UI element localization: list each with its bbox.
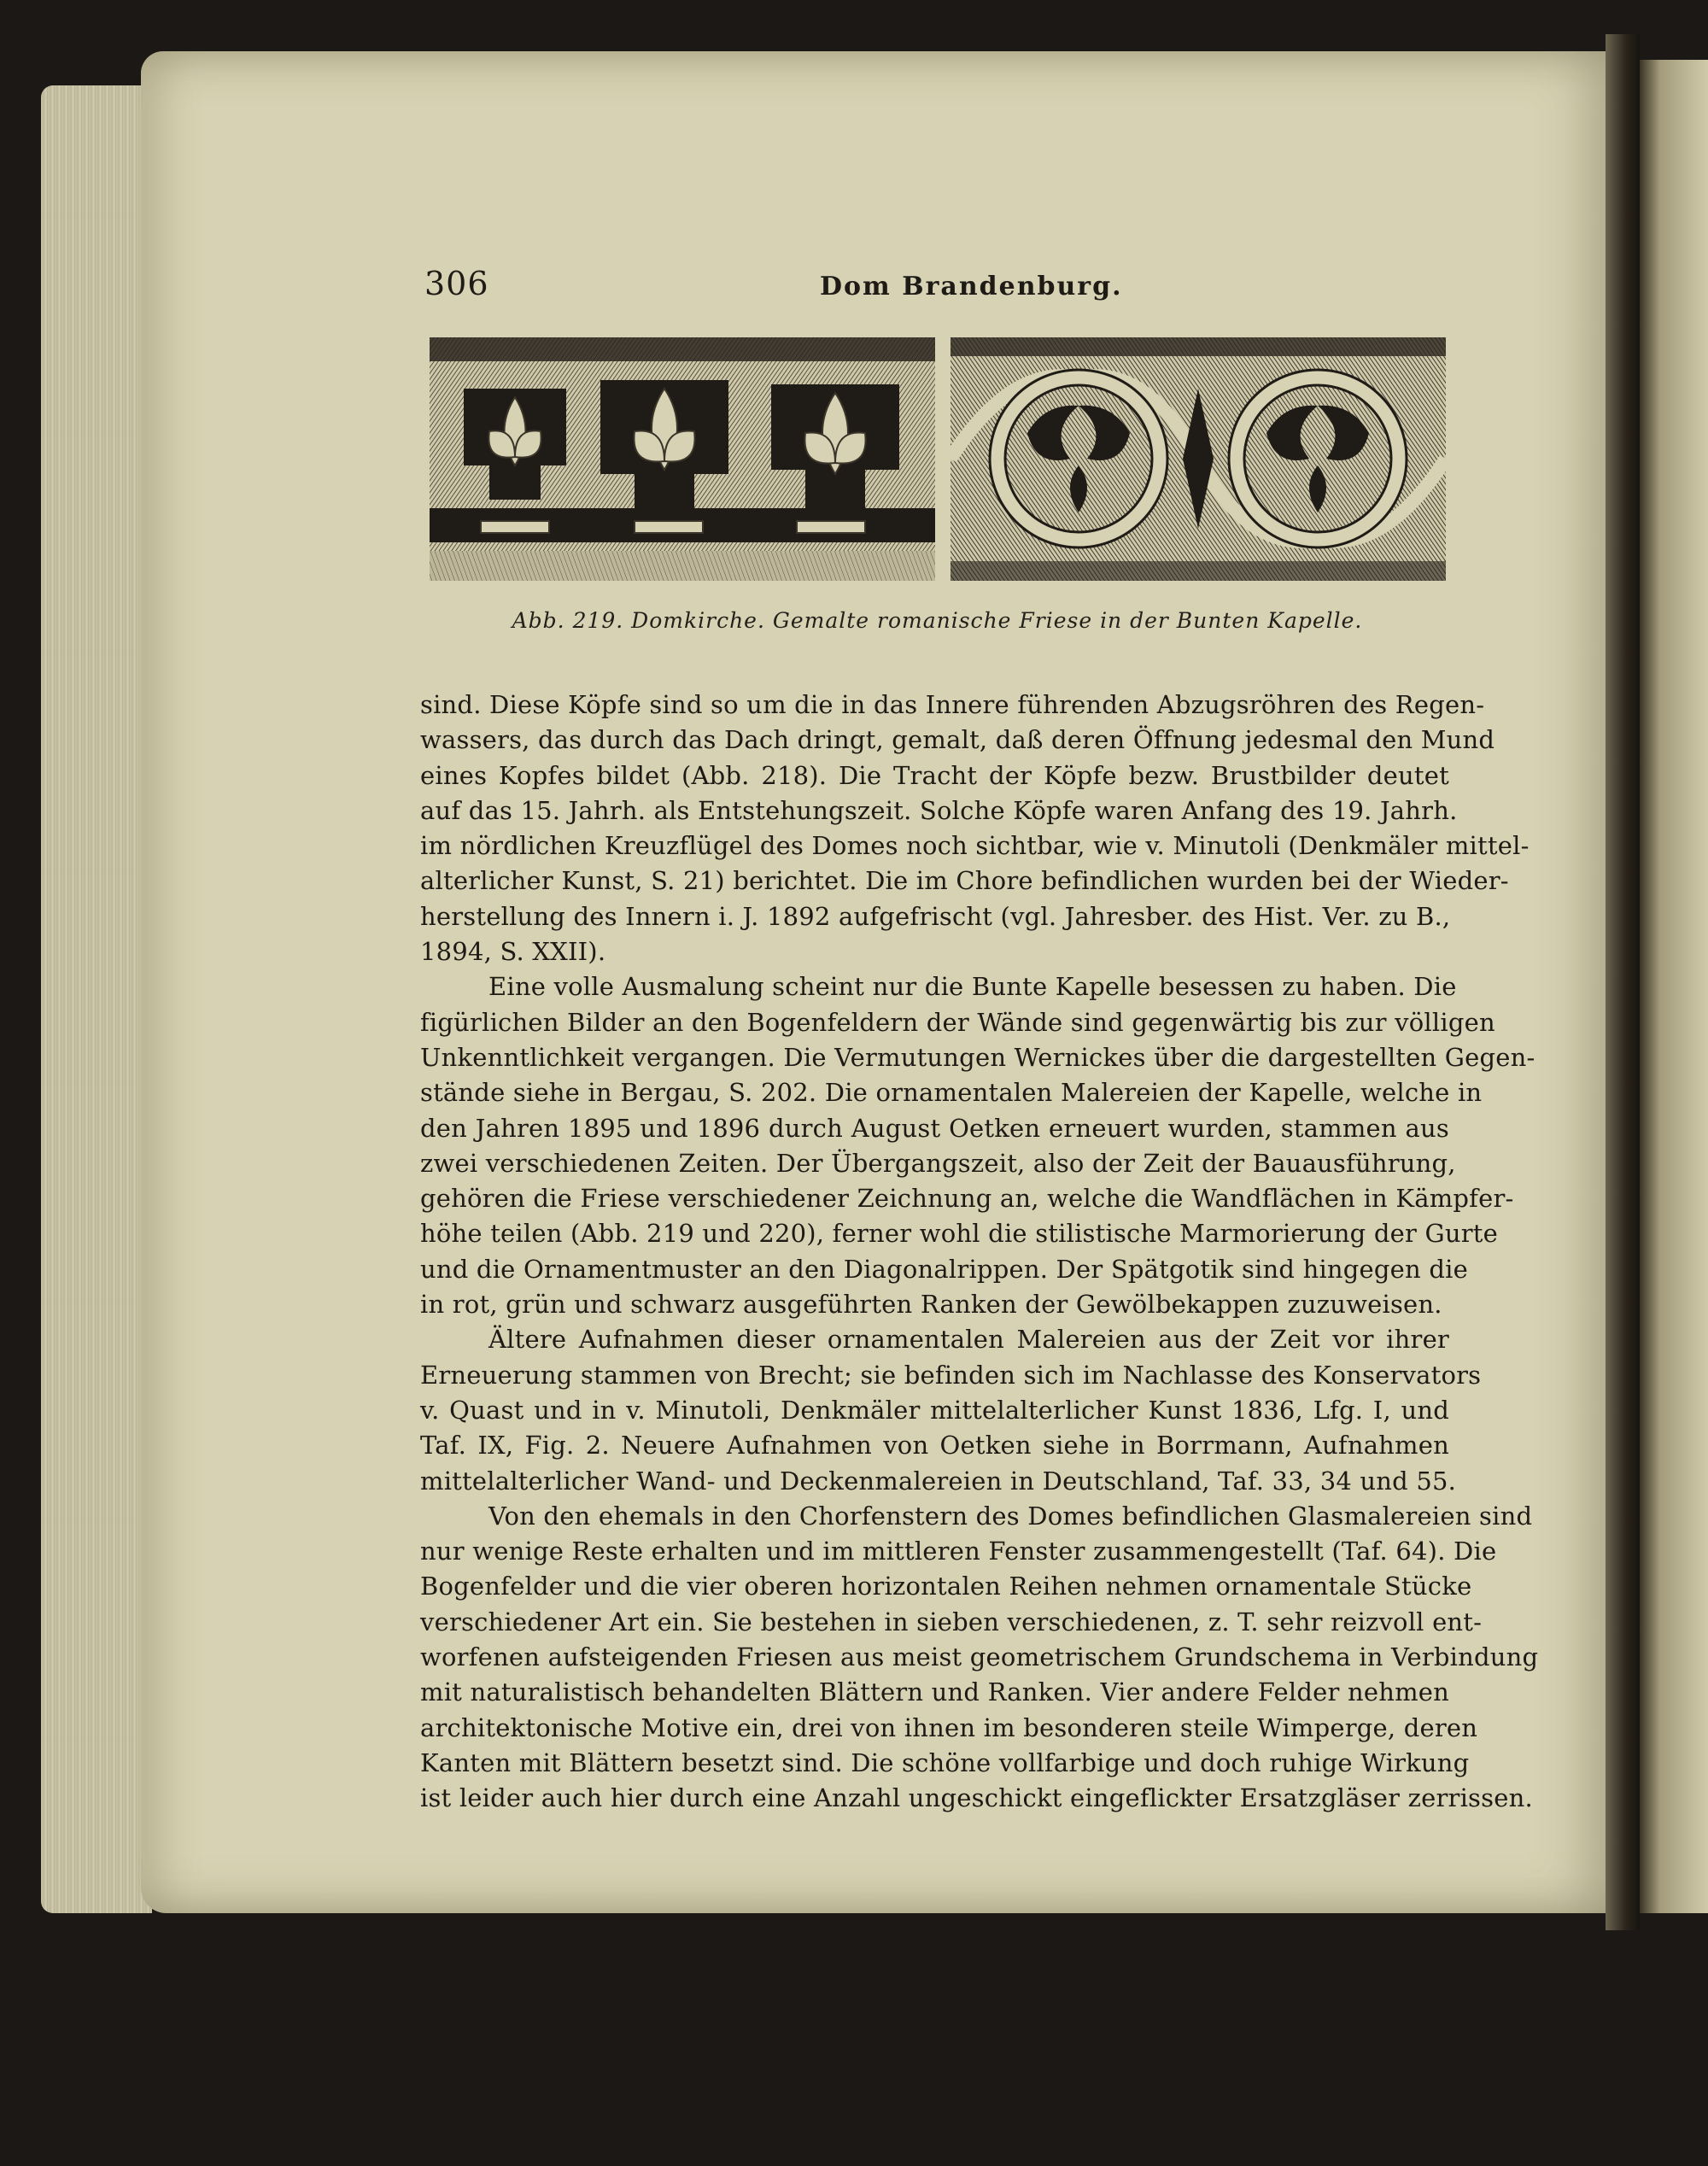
text-line: und die Ornamentmuster an den Diagonalrippen. Der Spätgotik sind hingegen die — [420, 1254, 1468, 1284]
text-line: eines Kopfes bildet (Abb. 218). Die Tracht der Köpfe bezw. Brustbilder deutet — [420, 760, 1449, 790]
text-line: ist leider auch hier durch eine Anzahl ungeschickt eingeflickter Ersatzgläser zerrissen. — [420, 1783, 1533, 1813]
text-line: Von den ehemals in den Chorfenstern des Domes befindlichen Glasmalereien sind — [488, 1501, 1533, 1531]
text-line: den Jahren 1895 und 1896 durch August Oetken erneuert wurden, stammen aus — [420, 1113, 1449, 1143]
book-page-edges — [41, 85, 152, 1913]
text-line: Erneuerung stammen von Brecht; sie befinden sich im Nachlasse des Konservators — [420, 1360, 1482, 1390]
text-line: im nördlichen Kreuzflügel des Domes noch sichtbar, wie v. Minutoli (Denkmäler mittel- — [420, 831, 1530, 861]
frieze-illustration-left — [430, 337, 935, 581]
facing-page-edge — [1640, 60, 1708, 1913]
book-gutter — [1606, 34, 1640, 1930]
text-line: wassers, das durch das Dach dringt, gemalt, daß deren Öffnung jedesmal den Mund — [420, 725, 1495, 755]
text-line: höhe teilen (Abb. 219 und 220), ferner wohl die stilistische Marmorierung der Gurte — [420, 1219, 1498, 1249]
running-head: Dom Brandenburg. — [820, 272, 1123, 301]
text-line: figürlichen Bilder an den Bogenfeldern der Wände sind gegenwärtig bis zur völligen — [420, 1007, 1495, 1037]
text-line: auf das 15. Jahrh. als Entstehungszeit. Solche Köpfe waren Anfang des 19. Jahrh. — [420, 795, 1458, 825]
frieze-illustration-right — [951, 337, 1446, 581]
text-line: v. Quast und in v. Minutoli, Denkmäler mittelalterlicher Kunst 1836, Lfg. I, und — [420, 1395, 1449, 1425]
figure-caption: Abb. 219. Domkirche. Gemalte romanische Friese in der Bunten Kapelle. — [512, 608, 1363, 633]
fleur-de-lis-frieze-image — [430, 337, 935, 581]
text-line: alterlicher Kunst, S. 21) berichtet. Die im Chore befindlichen wurden bei der Wieder- — [420, 866, 1509, 896]
text-line: mit naturalistisch behandelten Blättern und Ranken. Vier andere Felder nehmen — [420, 1677, 1450, 1707]
body-text — [420, 688, 1539, 1817]
text-line: architektonische Motive ein, drei von ihnen im besonderen steile Wimperge, deren — [420, 1712, 1478, 1742]
text-line: sind. Diese Köpfe sind so um die in das Innere führenden Abzugsröhren des Regen- — [420, 690, 1485, 719]
text-line: Taf. IX, Fig. 2. Neuere Aufnahmen von Oetken siehe in Borrmann, Aufnahmen — [420, 1431, 1449, 1461]
text-line: nur wenige Reste erhalten und im mittleren Fenster zusammengestellt (Taf. 64). Die — [420, 1537, 1497, 1566]
text-line: Ältere Aufnahmen dieser ornamentalen Malereien aus der Zeit vor ihrer — [488, 1325, 1449, 1355]
text-line: herstellung des Innern i. J. 1892 aufgefrischt (vgl. Jahresber. des Hist. Ver. zu B., — [420, 901, 1451, 931]
text-line: Bogenfelder und die vier oberen horizontalen Reihen nehmen ornamentale Stücke — [420, 1572, 1472, 1601]
text-line: zwei verschiedenen Zeiten. Der Übergangszeit, also der Zeit der Bauausführung, — [420, 1148, 1456, 1178]
text-line: Kanten mit Blättern besetzt sind. Die schöne vollfarbige und doch ruhige Wirkung — [420, 1747, 1470, 1777]
page-number: 306 — [424, 265, 489, 302]
text-line: gehören die Friese verschiedener Zeichnung an, welche die Wandflächen in Kämpfer- — [420, 1184, 1514, 1214]
text-line: worfenen aufsteigenden Friesen aus meist geometrischem Grundschema in Verbindung — [420, 1642, 1539, 1672]
text-line: Unkenntlichkeit vergangen. Die Vermutungen Wernickes über die dargestellten Gegen- — [420, 1042, 1535, 1072]
text-line: stände siehe in Bergau, S. 202. Die ornamentalen Malereien der Kapelle, welche in — [420, 1078, 1483, 1108]
text-line: Eine volle Ausmalung scheint nur die Bunte Kapelle besessen zu haben. Die — [488, 972, 1457, 1002]
text-line: verschiedener Art ein. Sie bestehen in sieben verschiedenen, z. T. sehr reizvoll ent- — [420, 1607, 1483, 1636]
text-line: in rot, grün und schwarz ausgeführten Ranken der Gewölbekappen zuzuweisen. — [420, 1290, 1442, 1320]
text-line: 1894, S. XXII). — [420, 937, 606, 967]
interlace-frieze-image — [951, 337, 1446, 581]
text-line: mittelalterlicher Wand- und Deckenmalereien in Deutschland, Taf. 33, 34 und 55. — [420, 1466, 1457, 1496]
